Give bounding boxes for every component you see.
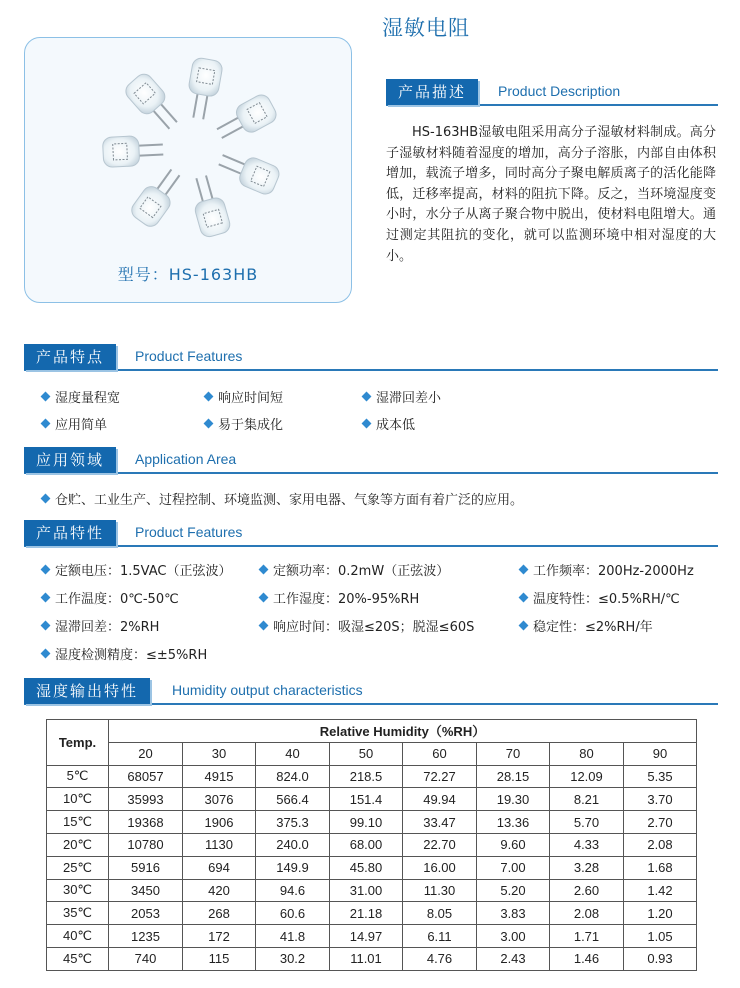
resistance-cell: 8.21 xyxy=(550,788,624,811)
temp-cell: 25℃ xyxy=(47,856,109,879)
resistance-cell: 11.01 xyxy=(330,947,403,970)
resistance-cell: 2.70 xyxy=(624,811,697,834)
spec-item: 定额功率：0.2mW（正弦波） xyxy=(260,564,449,580)
rh-column-header: 30 xyxy=(183,742,256,765)
resistance-cell: 1.20 xyxy=(624,902,697,925)
section-tag: 产品特点 xyxy=(24,344,116,370)
page-title: 湿敏电阻 xyxy=(382,16,470,40)
resistance-cell: 172 xyxy=(183,925,256,948)
section-header-application xyxy=(24,447,718,473)
resistance-cell: 14.97 xyxy=(330,925,403,948)
resistance-cell: 3.83 xyxy=(477,902,550,925)
resistance-cell: 5.35 xyxy=(624,765,697,788)
resistance-cell: 2.60 xyxy=(550,879,624,902)
resistance-cell: 2053 xyxy=(109,902,183,925)
rh-column-header: 50 xyxy=(330,742,403,765)
rh-column-header-row xyxy=(47,742,697,765)
diamond-bullet-icon xyxy=(41,565,51,575)
resistance-cell: 45.80 xyxy=(330,856,403,879)
resistance-cell: 72.27 xyxy=(403,765,477,788)
resistance-cell: 21.18 xyxy=(330,902,403,925)
resistance-cell: 1.71 xyxy=(550,925,624,948)
resistance-cell: 115 xyxy=(183,947,256,970)
section-tag: 产品描述 xyxy=(386,79,478,105)
resistance-cell: 16.00 xyxy=(403,856,477,879)
resistance-cell: 30.2 xyxy=(256,947,330,970)
rh-column-header: 60 xyxy=(403,742,477,765)
spec-item: 稳定性：≤2%RH/年 xyxy=(520,620,653,636)
sensor-element xyxy=(212,92,279,147)
diamond-bullet-icon xyxy=(41,392,51,402)
resistance-cell: 19368 xyxy=(109,811,183,834)
resistance-cell: 68057 xyxy=(109,765,183,788)
section-tag: 应用领域 xyxy=(24,447,116,473)
resistance-cell: 33.47 xyxy=(403,811,477,834)
resistance-cell: 1130 xyxy=(183,833,256,856)
spec-item: 定额电压：1.5VAC（正弦波） xyxy=(42,564,231,580)
resistance-cell: 151.4 xyxy=(330,788,403,811)
section-tag: 产品特性 xyxy=(24,520,116,546)
diamond-bullet-icon xyxy=(259,593,269,603)
diamond-bullet-icon xyxy=(41,593,51,603)
table-row xyxy=(47,947,697,970)
resistance-cell: 2.08 xyxy=(550,902,624,925)
spec-item: 温度特性：≤0.5%RH/℃ xyxy=(520,592,680,608)
diamond-bullet-icon xyxy=(362,419,372,429)
temp-cell: 10℃ xyxy=(47,788,109,811)
spec-item: 湿滞回差：2%RH xyxy=(42,620,159,636)
temp-cell: 15℃ xyxy=(47,811,109,834)
application-text: 仓贮、工业生产、过程控制、环境监测、家用电器、气象等方面有着广泛的应用。 xyxy=(42,493,523,509)
resistance-cell: 3076 xyxy=(183,788,256,811)
resistance-cell: 375.3 xyxy=(256,811,330,834)
spec-item: 工作湿度：20%-95%RH xyxy=(260,592,419,608)
table-row xyxy=(47,879,697,902)
rh-column-header: 40 xyxy=(256,742,330,765)
table-row xyxy=(47,856,697,879)
table-row xyxy=(47,833,697,856)
feature-item: 成本低 xyxy=(363,418,415,434)
resistance-cell: 0.93 xyxy=(624,947,697,970)
diamond-bullet-icon xyxy=(259,565,269,575)
resistance-cell: 3.28 xyxy=(550,856,624,879)
resistance-cell: 9.60 xyxy=(477,833,550,856)
table-row xyxy=(47,811,697,834)
temp-cell: 20℃ xyxy=(47,833,109,856)
resistance-cell: 1.68 xyxy=(624,856,697,879)
resistance-cell: 7.00 xyxy=(477,856,550,879)
table-row xyxy=(47,902,697,925)
resistance-cell: 2.08 xyxy=(624,833,697,856)
diamond-bullet-icon xyxy=(41,649,51,659)
section-subtitle: Application Area xyxy=(135,451,237,467)
rh-column-header: 20 xyxy=(109,742,183,765)
resistance-cell: 268 xyxy=(183,902,256,925)
table-row xyxy=(47,925,697,948)
resistance-cell: 2.43 xyxy=(477,947,550,970)
resistance-cell: 4.33 xyxy=(550,833,624,856)
feature-item: 应用简单 xyxy=(42,418,107,434)
section-tag: 湿度输出特性 xyxy=(24,678,150,704)
temp-header: Temp. xyxy=(47,720,109,766)
diamond-bullet-icon xyxy=(519,621,529,631)
temp-cell: 45℃ xyxy=(47,947,109,970)
rh-header: Relative Humidity（%RH） xyxy=(109,720,697,743)
product-description: HS-163HB湿敏电阻采用高分子湿敏材料制成。高分子湿敏材料随着湿度的增加，高分子溶胀，内部自由体积增加，载流子增多，同时高分子聚电解质离子的活化能降低，迁移率提高，材料的阻抗下降。反之，当环境湿度变小时，水分子从离子聚合物中脱出，使材料电阻增大。通过测定其阻抗的变化，就可以监测环境中相对湿度的大小。 xyxy=(386,125,716,264)
resistance-cell: 12.09 xyxy=(550,765,624,788)
rh-column-header: 70 xyxy=(477,742,550,765)
sensor-element xyxy=(183,57,223,121)
spec-item: 工作频率：200Hz-2000Hz xyxy=(520,564,694,580)
resistance-cell: 4.76 xyxy=(403,947,477,970)
diamond-bullet-icon xyxy=(204,392,214,402)
resistance-cell: 149.9 xyxy=(256,856,330,879)
resistance-cell: 4915 xyxy=(183,765,256,788)
resistance-cell: 13.36 xyxy=(477,811,550,834)
diamond-bullet-icon xyxy=(519,565,529,575)
section-subtitle: Product Description xyxy=(498,83,621,99)
temp-cell: 40℃ xyxy=(47,925,109,948)
resistance-cell: 41.8 xyxy=(256,925,330,948)
table-row xyxy=(47,765,697,788)
resistance-cell: 19.30 xyxy=(477,788,550,811)
resistance-cell: 28.15 xyxy=(477,765,550,788)
resistance-cell: 60.6 xyxy=(256,902,330,925)
resistance-cell: 3450 xyxy=(109,879,183,902)
rh-column-header: 90 xyxy=(624,742,697,765)
rh-column-header: 80 xyxy=(550,742,624,765)
resistance-cell: 94.6 xyxy=(256,879,330,902)
diamond-bullet-icon xyxy=(519,593,529,603)
resistance-cell: 1.46 xyxy=(550,947,624,970)
resistance-cell: 11.30 xyxy=(403,879,477,902)
resistance-cell: 99.10 xyxy=(330,811,403,834)
resistance-cell: 35993 xyxy=(109,788,183,811)
section-subtitle: Product Features xyxy=(135,348,243,364)
resistance-cell: 566.4 xyxy=(256,788,330,811)
resistance-cell: 49.94 xyxy=(403,788,477,811)
feature-item: 响应时间短 xyxy=(205,391,283,407)
diamond-bullet-icon xyxy=(259,621,269,631)
section-header-features xyxy=(24,344,718,370)
resistance-cell: 5.20 xyxy=(477,879,550,902)
resistance-cell: 420 xyxy=(183,879,256,902)
humidity-output-table xyxy=(46,719,697,971)
temp-cell: 5℃ xyxy=(47,765,109,788)
table-row xyxy=(47,788,697,811)
resistance-cell: 1.05 xyxy=(624,925,697,948)
resistance-cell: 22.70 xyxy=(403,833,477,856)
resistance-cell: 3.70 xyxy=(624,788,697,811)
feature-item: 湿滞回差小 xyxy=(363,391,441,407)
section-header-specs xyxy=(24,520,718,546)
resistance-cell: 218.5 xyxy=(330,765,403,788)
diamond-bullet-icon xyxy=(362,392,372,402)
diamond-bullet-icon xyxy=(41,621,51,631)
resistance-cell: 1906 xyxy=(183,811,256,834)
sensor-element xyxy=(122,71,184,136)
resistance-cell: 240.0 xyxy=(256,833,330,856)
resistance-cell: 10780 xyxy=(109,833,183,856)
sensor-element xyxy=(128,164,187,230)
section-header-humidity xyxy=(24,678,718,704)
resistance-cell: 1.42 xyxy=(624,879,697,902)
section-header-description xyxy=(386,79,718,105)
resistance-cell: 3.00 xyxy=(477,925,550,948)
diamond-bullet-icon xyxy=(41,494,51,504)
product-photo xyxy=(24,37,352,303)
section-subtitle: Product Features xyxy=(135,524,243,540)
spec-item: 响应时间：吸湿≤20S；脱湿≤60S xyxy=(260,620,474,636)
feature-item: 易于集成化 xyxy=(205,418,283,434)
resistance-cell: 5916 xyxy=(109,856,183,879)
model-number: 型号：HS-163HB xyxy=(117,265,259,284)
sensor-element xyxy=(215,146,282,197)
spec-item: 工作温度：0℃-50℃ xyxy=(42,592,179,608)
feature-item: 湿度量程宽 xyxy=(42,391,120,407)
resistance-cell: 68.00 xyxy=(330,833,403,856)
section-subtitle: Humidity output characteristics xyxy=(172,682,363,698)
temp-cell: 35℃ xyxy=(47,902,109,925)
temp-cell: 30℃ xyxy=(47,879,109,902)
resistance-cell: 8.05 xyxy=(403,902,477,925)
diamond-bullet-icon xyxy=(204,419,214,429)
resistance-cell: 740 xyxy=(109,947,183,970)
sensor-element xyxy=(187,173,232,239)
resistance-cell: 694 xyxy=(183,856,256,879)
resistance-cell: 824.0 xyxy=(256,765,330,788)
resistance-cell: 31.00 xyxy=(330,879,403,902)
sensor-element xyxy=(102,135,163,168)
resistance-cell: 6.11 xyxy=(403,925,477,948)
diamond-bullet-icon xyxy=(41,419,51,429)
resistance-cell: 5.70 xyxy=(550,811,624,834)
resistance-cell: 1235 xyxy=(109,925,183,948)
spec-item: 湿度检测精度：≤±5%RH xyxy=(42,648,207,664)
